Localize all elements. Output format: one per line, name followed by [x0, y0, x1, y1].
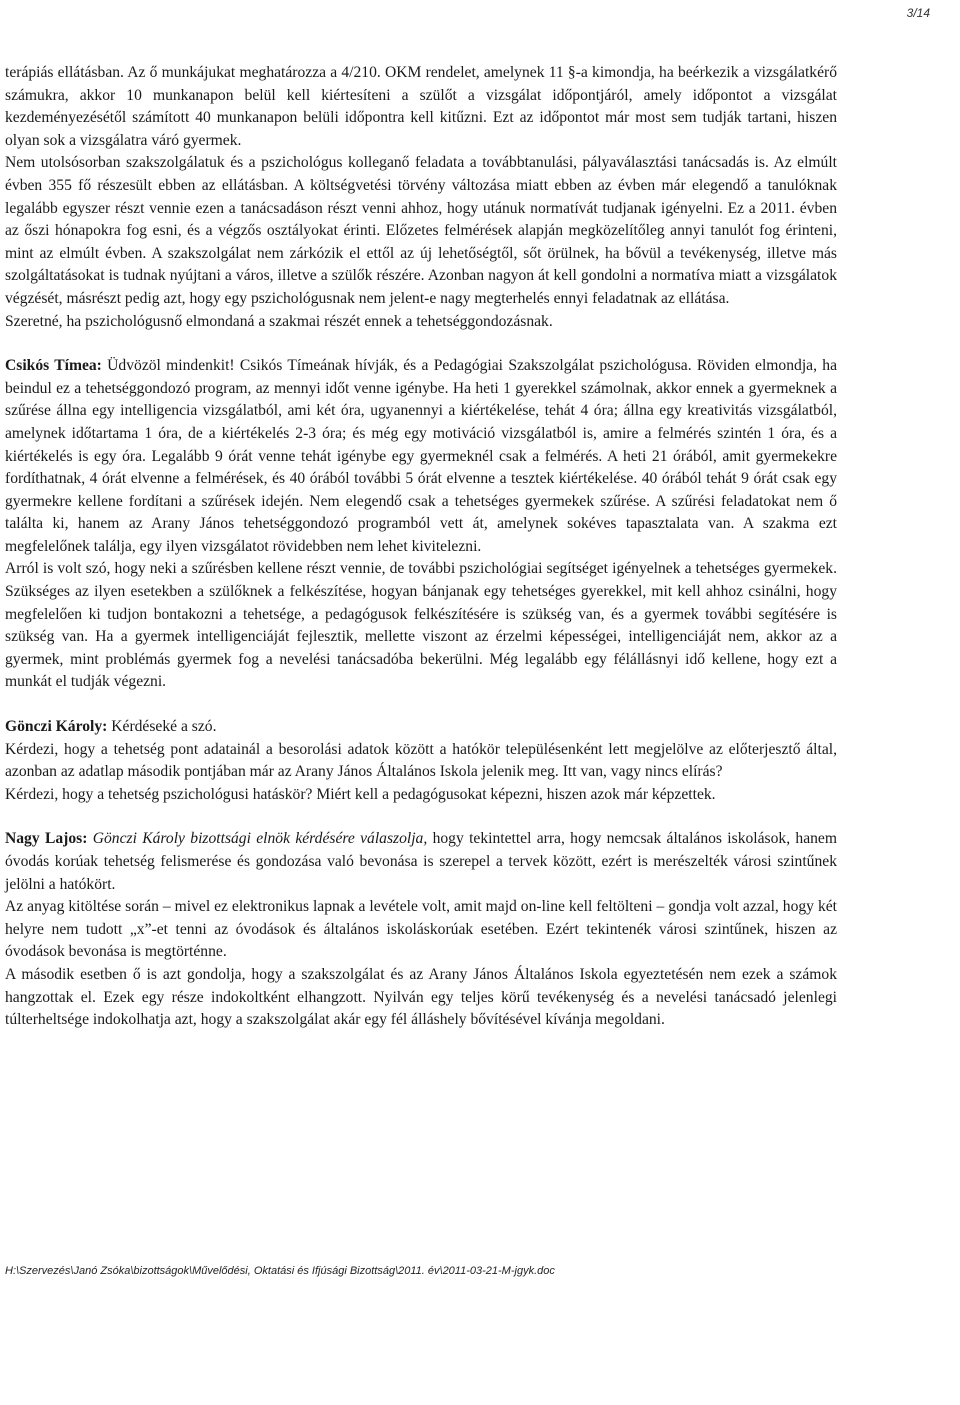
paragraph-request: Szeretné, ha pszichológusnő elmondaná a szakmai részét ennek a tehetséggondozásnak. [5, 312, 553, 330]
speaker-text: hogy tekintettel arra, hogy nemcsak általános iskolások, hanem óvodás korúak tehetség felismerése és gondozása való bevonása is szerepel a tervek között, ezért is merészelték városi szintűnek jelölni a hatókört. [5, 830, 837, 893]
speaker-name: Nagy Lajos: [5, 830, 88, 848]
page-number: 3/14 [906, 6, 930, 20]
paragraph-question-scope: Kérdezi, hogy a tehetség pont adatainál a besorolási adatok között a hatókör településenként lett megjelölve az előterjesztő által, azonban az adatlap második pontjában már az Arany János Általános Iskola jelenik meg. Itt van, vagy nincs elírás? [5, 740, 837, 781]
paragraph-csikos [5, 355, 837, 558]
paragraph-form: Az anyag kitöltése során – mivel ez elektronikus lapnak a levétele volt, amit majd on-line kell feltölteni – gondja volt azzal, hogy két helyre nem tudott „x”-et tenni az óvodások és általános iskoláskorúak esetében. Ezért tekintenék városi szintűnek, hiszen az óvodások bevonása is megtörténne. [5, 898, 837, 961]
document-body [5, 62, 837, 1032]
paragraph-gap [5, 806, 837, 828]
speaker-name: Gönczi Károly: [5, 718, 108, 736]
paragraph-gap [5, 333, 837, 355]
footer-file-path: H:\Szervezés\Janó Zsóka\bizottságok\Művelődési, Oktatási és Ifjúsági Bizottság\2011. év\2011-03-21-M-jgyk.doc [5, 1265, 555, 1277]
paragraph-gap [5, 694, 837, 716]
paragraph-gonczi [5, 716, 837, 739]
speaker-text: Kérdéseké a szó. [107, 718, 217, 736]
paragraph-counseling: Nem utolsósorban szakszolgálatuk és a pszichológus kolleganő feladata a továbbtanulási, pályaválasztási tanácsadás is. Az elmúlt évben 355 fő részesült ebben az ellátásban. A költségvetési törvény változása miatt ebben az évben már elegendő a tanulóknak legalább egyszer részt vennie ezen a tanácsadáson részt venni ahhoz, hogy utánuk normatívát tudjanak igényelni. Ez a 2011. évben az őszi hónapokra fog esni, és a végzős osztályokat érinti. Előzetes felmérések alapján megközelítőleg annyi tanulót fog érinteni, mint az elmúlt évben. A szakszolgálat nem zárkózik el ettől az új lehetőségtől, sőt örülnek, ha bővül a tevékenység, illetve más szolgáltatásokat is tudnak nyújtani a város, illetve a szülők részére. Azonban nagyon át kell gondolni a normatíva miatt a vizsgálatok végzését, másrészt pedig azt, hogy egy pszichológusnak nem jelent-e nagy megterhelés ennyi feladatnak az ellátása. [5, 154, 837, 307]
speaker-name: Csikós Tímea: [5, 357, 102, 375]
speaker-text: Üdvözöl mindenkit! Csikós Tímeának hívják, és a Pedagógiai Szakszolgálat pszichológusa. Röviden elmondja, ha beindul ez a tehetséggondozó program, az mennyi időt venne igénybe. Ha heti 1 gyerekkel számolnak, akkor ennek a gyermeknek a szűrése állna egy intelligencia vizsgálatból, ami két óra, ugyanennyi a kiértékelése, tehát 4 óra; állna egy kreativitás vizsgálatból, amelynek időtartama 1 óra, de a kiértékelés 2-3 óra; és még egy motiváció vizsgálatból is, amire a felmérés szintén 1 óra, és a kiértékelés is egy óra. Legalább 9 órát venne tehát igénybe egy gyermeknél csak a felmérés. A heti 21 órából, amit gyermekekre fordíthatnak, 4 órát elvenne a felmérések, és 40 órából további 5 órát elvenne a tesztek kiértékelése. 40 órából tehát 9 órát csak egy gyermekre kellene fordítani a szűrések idején. Nem elegendő csak a tehetséges gyermekek szűrése. A szűrési feladatokat nem ő találta ki, hanem az Arany János tehetséggondozó programból vett át, amelynek sokéves tapasztalata van. A szakma ezt megfelelőnek találja, egy ilyen vizsgálatot rövidebben nem lehet kivitelezni. [5, 357, 837, 555]
paragraph-intro: terápiás ellátásban. Az ő munkájukat meghatározza a 4/210. OKM rendelet, amelynek 11 §-a kimondja, ha beérkezik a vizsgálatkérő számukra, akkor 10 munkanapon belül kell kiértesíteni a szülőt a vizsgálat időpontjáról, amely időpontot a vizsgálat kezdeményezésétől számított 40 munkanapon belüli időpontra kell kitűzni. Ezt az időpontot már most sem tudják tartani, hiszen olyan sok a vizsgálatra váró gyermek. [5, 64, 837, 149]
paragraph-support: Arról is volt szó, hogy neki a szűrésben kellene részt vennie, de további pszichológiai segítséget igényelnek a tehetséges gyermekek. Szükséges az ilyen esetekben a szülőknek a felkészítése, hogyan bánjanak egy tehetséges gyerekkel, mit kell ahhoz csinálni, hogy megfelelően ki tudjon bontakozni a tehetsége, a pedagógusok felkészítésére is szükség van, és a gyermek további segítésére is szükség van. Ha a gyermek intelligenciáját fejlesztik, mellette viszont az érzelmi képességei, intelligenciáját nem, akkor az a gyermek, mint problémás gyermek fog a nevelési tanácsadóba bekerülni. Még legalább egy félállásnyi idő kellene, hogy ezt a munkát el tudják végezni. [5, 560, 837, 691]
paragraph-question-competence: Kérdezi, hogy a tehetség pszichológusi hatáskör? Miért kell a pedagógusokat képezni, hiszen azok már képzettek. [5, 785, 716, 803]
speaker-italic-note: Gönczi Károly bizottsági elnök kérdésére válaszolja, [87, 830, 428, 848]
paragraph-second-case: A második esetben ő is azt gondolja, hogy a szakszolgálat és az Arany János Általános Iskola egyeztetésén nem ezek a számok hangzottak el. Ezek egy része indokoltként elhangzott. Nyilván egy teljes körű tevékenység és a nevelési tanácsadó jelenlegi túlterheltsége indokolhatja azt, hogy a szakszolgálat akár egy fél álláshely bővítésével kívánja megoldani. [5, 965, 837, 1029]
paragraph-nagy [5, 828, 837, 896]
